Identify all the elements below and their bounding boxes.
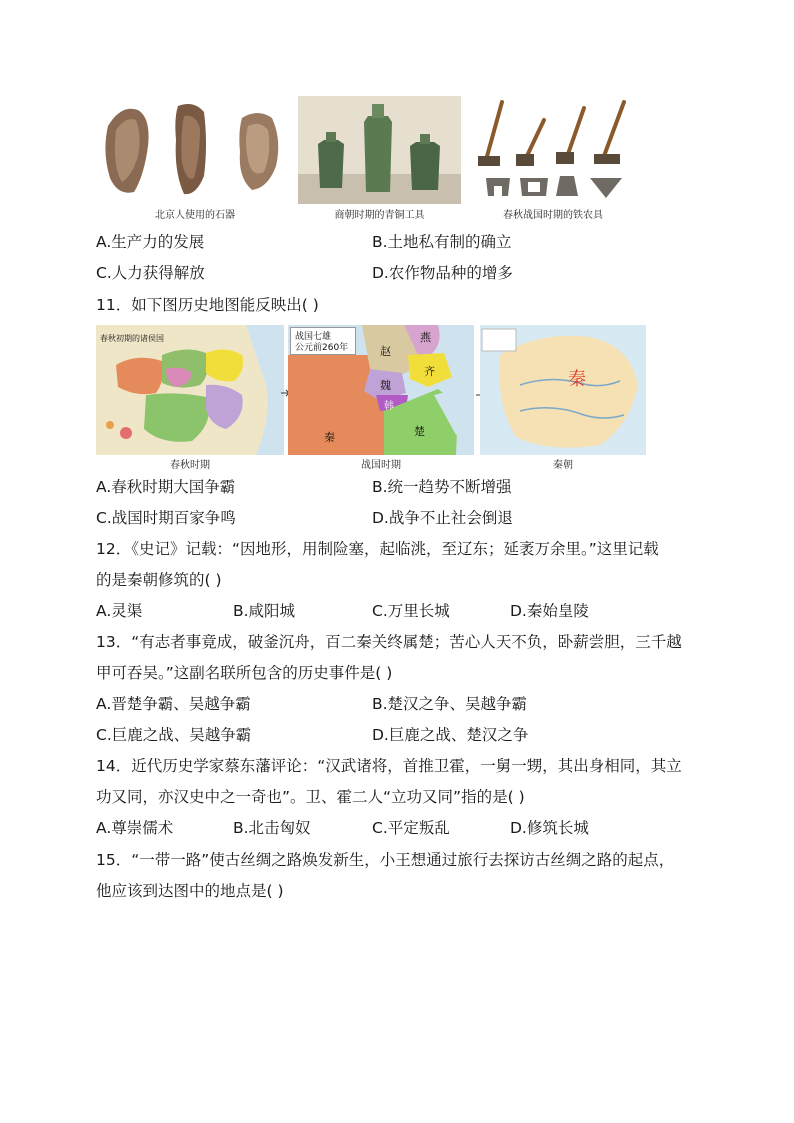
state-wei: 魏	[380, 379, 391, 392]
q13-option-b[interactable]: B.楚汉之争、吴越争霸	[372, 695, 528, 713]
q14-stem-line2: 功又同，亦汉史中之一奇也”。卫、霍二人“立功又同”指的是( )	[96, 788, 525, 806]
q12-option-d[interactable]: D.秦始皇陵	[510, 602, 589, 620]
caption-stone-tools: 北京人使用的石器	[155, 210, 235, 221]
caption-qin-dynasty: 秦朝	[553, 460, 573, 471]
q14-option-d[interactable]: D.修筑长城	[510, 819, 589, 837]
warring-states-title-2: 公元前260年	[295, 343, 349, 353]
q14-option-a[interactable]: A.尊崇儒术	[96, 819, 174, 837]
q11-option-c[interactable]: C.战国时期百家争鸣	[96, 509, 236, 527]
q11-stem: 11．如下图历史地图能反映出( )	[96, 296, 319, 314]
iron-farm-tools-image	[472, 96, 634, 206]
state-qi: 齐	[424, 365, 435, 378]
q12-stem-line2: 的是秦朝修筑的( )	[96, 571, 222, 589]
bronze-tools-image	[298, 96, 461, 204]
caption-bronze-tools: 商朝时期的青铜工具	[334, 210, 425, 221]
q10-option-c[interactable]: C.人力获得解放	[96, 264, 205, 282]
q11-option-b[interactable]: B.统一趋势不断增强	[372, 478, 512, 496]
q13-stem-line2: 甲可吞吴。”这副名联所包含的历史事件是( )	[96, 664, 393, 682]
state-zhao: 赵	[380, 345, 391, 358]
q13-option-d[interactable]: D.巨鹿之战、楚汉之争	[372, 726, 529, 744]
q12-stem-line1: 12．《史记》记载：“因地形，用制险塞，起临洮，至辽东；延袤万余里。”这里记载	[96, 540, 659, 558]
q12-option-b[interactable]: B.咸阳城	[233, 602, 296, 620]
state-han: 韩	[384, 401, 394, 412]
q10-option-b[interactable]: B.土地私有制的确立	[372, 233, 512, 251]
caption-iron-tools: 春秋战国时期的铁农具	[503, 210, 603, 221]
warring-states-title-box	[290, 327, 356, 355]
q11-option-d[interactable]: D.战争不止社会倒退	[372, 509, 513, 527]
warring-states-map	[288, 325, 474, 455]
q11-option-a[interactable]: A.春秋时期大国争霸	[96, 478, 236, 496]
q12-option-c[interactable]: C.万里长城	[372, 602, 450, 620]
q14-option-c[interactable]: C.平定叛乱	[372, 819, 450, 837]
spring-autumn-map	[96, 325, 284, 455]
q10-option-a[interactable]: A.生产力的发展	[96, 233, 205, 251]
q13-option-a[interactable]: A.晋楚争霸、吴越争霸	[96, 695, 251, 713]
state-qin: 秦	[324, 431, 335, 444]
caption-spring-autumn: 春秋时期	[170, 460, 210, 471]
stone-tools-image	[96, 96, 294, 206]
qin-label: 秦	[568, 369, 586, 390]
q13-stem-line1: 13．“有志者事竟成，破釜沉舟，百二秦关终属楚；苦心人天不负，卧薪尝胆，三千越	[96, 633, 682, 651]
qin-dynasty-map	[480, 325, 646, 455]
q14-stem-line1: 14．近代历史学家蔡东藩评论：“汉武诸将，首推卫霍，一舅一甥，其出身相同，其立	[96, 757, 682, 775]
warring-states-title-1: 战国七雄	[295, 332, 332, 342]
state-chu: 楚	[414, 425, 425, 438]
q12-option-a[interactable]: A.灵渠	[96, 602, 143, 620]
q15-stem-line1: 15．“一带一路”使古丝绸之路焕发新生，小王想通过旅行去探访古丝绸之路的起点，	[96, 851, 675, 869]
caption-warring-states: 战国时期	[361, 460, 401, 471]
q15-stem-line2: 他应该到达图中的地点是( )	[96, 882, 284, 900]
q13-option-c[interactable]: C.巨鹿之战、吴越争霸	[96, 726, 252, 744]
state-yan: 燕	[420, 331, 431, 344]
q14-option-b[interactable]: B.北击匈奴	[233, 819, 311, 837]
q10-option-d[interactable]: D.农作物品种的增多	[372, 264, 513, 282]
spring-autumn-map-title: 春秋初期的诸侯国	[100, 334, 164, 343]
